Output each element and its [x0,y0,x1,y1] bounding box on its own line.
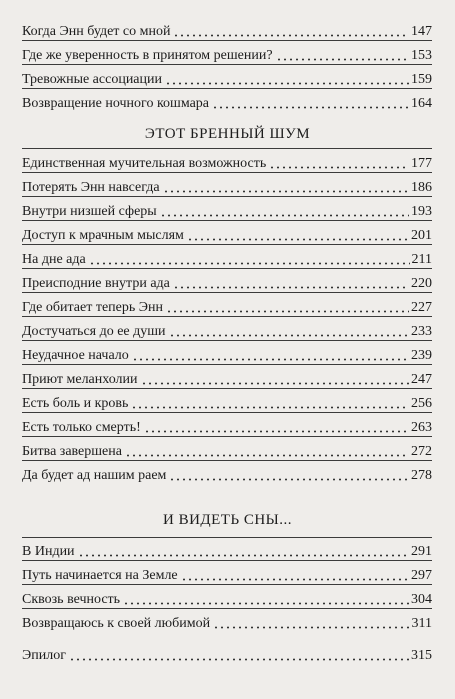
dot-leader [165,74,409,85]
divider [22,172,432,173]
toc-entry [22,246,432,268]
dot-leader [269,158,409,169]
toc-entry-page: 263 [411,420,432,435]
toc-entry-page: 227 [411,300,432,315]
dot-leader [169,470,409,481]
toc-entry [22,42,432,64]
toc-entry [22,222,432,244]
toc-entry-title: Приют меланхолии [22,372,138,387]
toc-entry-title: На дне ада [22,252,86,267]
toc-entry-page: 315 [411,648,432,663]
divider [22,196,432,197]
toc-entry-epilogue [22,642,432,664]
toc-entry-page: 291 [411,544,432,559]
toc-entry-page: 278 [411,468,432,483]
toc-entry-title: Когда Энн будет со мной [22,24,171,39]
dot-leader [89,254,410,265]
toc-entry [22,270,432,292]
toc-entry [22,438,432,460]
dot-leader [132,350,409,361]
divider [22,64,432,65]
dot-leader [173,278,409,289]
toc-entry-page: 220 [411,276,432,291]
toc-entry-page: 239 [411,348,432,363]
toc-entry-title: Где же уверенность в принятом решении? [22,48,273,63]
toc-entry-page: 193 [411,204,432,219]
toc-entry-title: Сквозь вечность [22,592,121,607]
toc-entry [22,342,432,364]
toc-entry-page: 272 [411,444,432,459]
dot-leader [276,50,409,61]
toc-entry-page: 147 [411,24,432,39]
toc-entry-page: 297 [411,568,432,583]
toc-entry [22,90,432,112]
dot-leader [212,98,409,109]
divider [22,560,432,561]
dot-leader [213,618,409,629]
divider [22,268,432,269]
divider [22,88,432,89]
divider [22,412,432,413]
toc-entry [22,462,432,484]
toc-entry-title: Где обитает теперь Энн [22,300,163,315]
toc-entry-title: Единственная мучительная возможность [22,156,267,171]
toc-entry-title: Есть боль и кровь [22,396,129,411]
dot-leader [69,650,409,661]
toc-entry-page: 233 [411,324,432,339]
divider [22,460,432,461]
toc-entry-page: 211 [411,252,432,267]
toc-entry [22,18,432,40]
section-title: ЭТОТ БРЕННЫЙ ШУМ [144,126,311,142]
toc-entry [22,586,432,608]
dot-leader [141,374,409,385]
dot-leader [144,422,409,433]
divider [22,220,432,221]
toc-entry-page: 153 [411,48,432,63]
toc-entry [22,562,432,584]
dot-leader [169,326,409,337]
toc-entry [22,174,432,196]
toc-entry [22,150,432,172]
divider [22,388,432,389]
dot-leader [173,26,409,37]
toc-entry-title: Неудачное начало [22,348,129,363]
toc-entry-title: Эпилог [22,648,66,663]
divider [22,364,432,365]
toc-entry-page: 186 [411,180,432,195]
toc-entry [22,610,432,632]
divider [22,340,432,341]
divider [22,148,432,149]
toc-entry [22,66,432,88]
dot-leader [187,230,409,241]
toc-entry-page: 201 [411,228,432,243]
toc-entry-title: Преисподние внутри ада [22,276,170,291]
toc-entry-page: 164 [411,96,432,111]
dot-leader [166,302,409,313]
toc-entry-title: Путь начинается на Земле [22,568,178,583]
toc-entry [22,294,432,316]
toc-entry-title: Есть только смерть! [22,420,141,435]
section-title: И ВИДЕТЬ СНЫ... [162,512,292,528]
toc-entry-title: Внутри низшей сферы [22,204,157,219]
toc-entry [22,538,432,560]
toc-entry-title: Битва завершена [22,444,122,459]
toc-entry-title: Тревожные ассоциации [22,72,162,87]
toc-entry [22,366,432,388]
toc-entry-title: Возвращаюсь к своей любимой [22,616,211,631]
toc-entry-title: Да будет ад нашим раем [22,468,167,483]
dot-leader [123,594,409,605]
toc-entry-page: 256 [411,396,432,411]
toc-entry-page: 247 [411,372,432,387]
divider [22,316,432,317]
divider [22,40,432,41]
dot-leader [163,182,409,193]
toc-entry [22,318,432,340]
toc-entry-title: Потерять Энн навсегда [22,180,160,195]
divider [22,608,432,609]
dot-leader [125,446,409,457]
toc-entry-page: 304 [411,592,432,607]
toc-entry-page: 311 [411,616,432,631]
toc-entry-title: Достучаться до ее души [22,324,166,339]
toc-entry [22,414,432,436]
toc-entry-page: 159 [411,72,432,87]
dot-leader [160,206,409,217]
toc-entry-title: Возвращение ночного кошмара [22,96,210,111]
toc-entry-page: 177 [411,156,432,171]
dot-leader [131,398,409,409]
toc-entry [22,390,432,412]
divider [22,244,432,245]
dot-leader [78,546,409,557]
divider [22,292,432,293]
divider [22,436,432,437]
toc-entry [22,198,432,220]
toc-entry-title: В Индии [22,544,75,559]
divider [22,584,432,585]
toc-entry-title: Доступ к мрачным мыслям [22,228,184,243]
dot-leader [181,570,409,581]
